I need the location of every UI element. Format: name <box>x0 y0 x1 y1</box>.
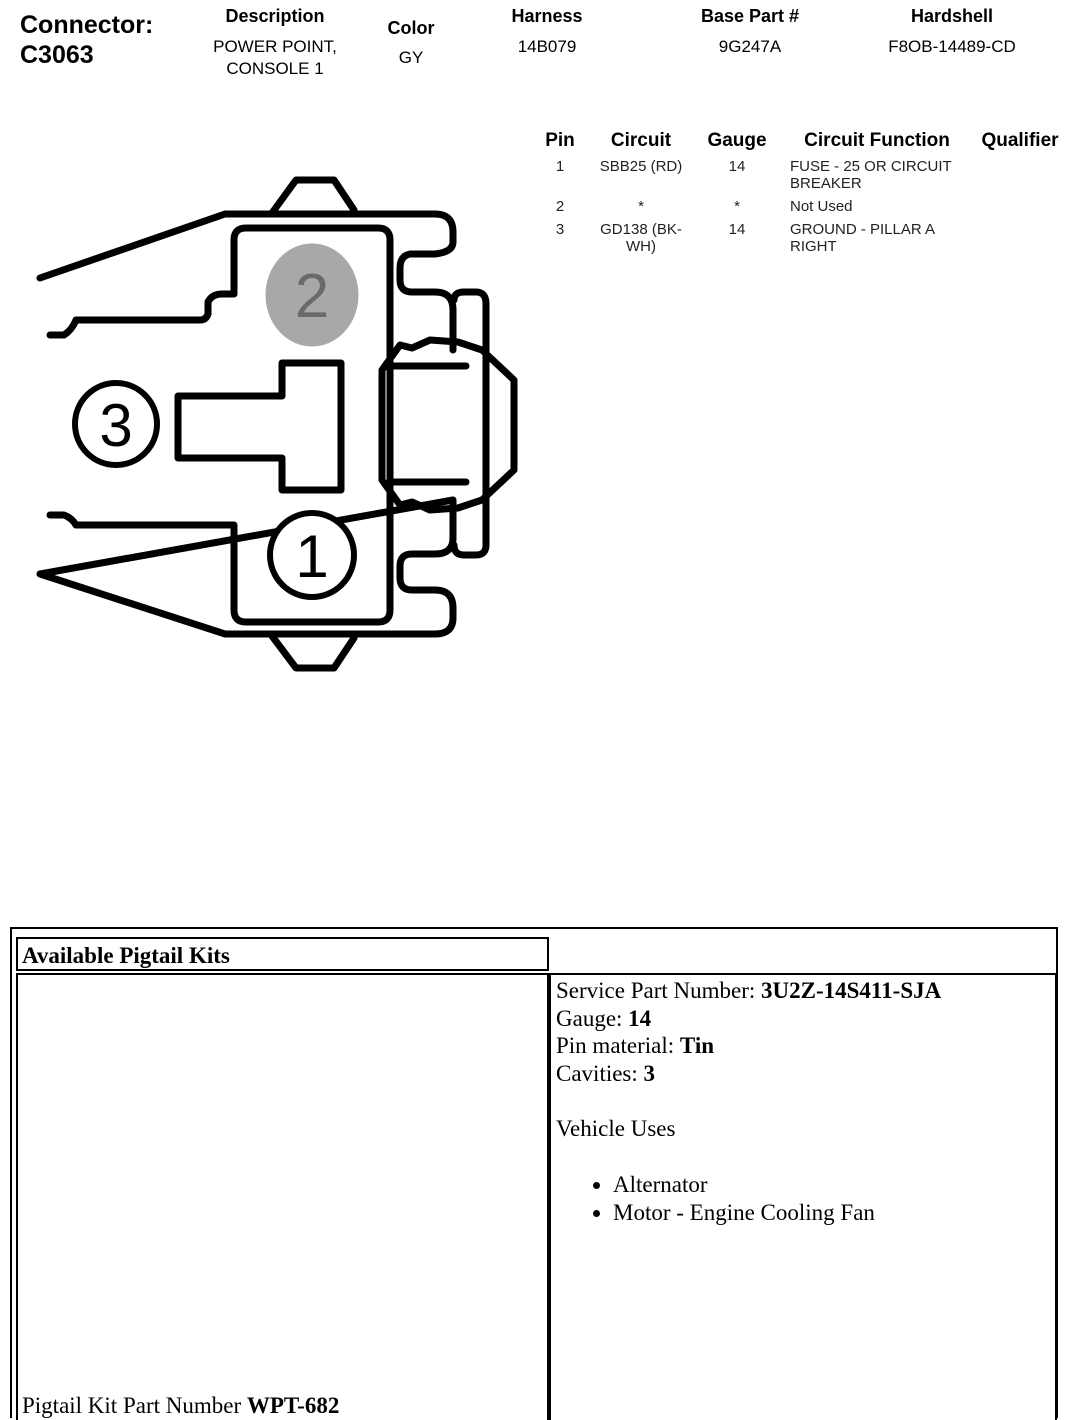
bottom-latch <box>272 636 354 668</box>
row-circuit: * <box>638 198 644 215</box>
service-part-label: Service Part Number: <box>556 978 756 1003</box>
pin-table <box>534 130 1064 261</box>
pin-material-line <box>556 1032 714 1060</box>
list-item: • Motor - Engine Cooling Fan <box>613 1199 875 1227</box>
right-latch-inner <box>394 366 466 482</box>
row-circuit: SBB25 (RD) <box>599 158 683 175</box>
row-gauge: 14 <box>728 158 746 175</box>
pin-cavity-1 <box>270 513 354 597</box>
row-function: Not Used <box>790 198 853 215</box>
pin-cavity-2 <box>266 244 358 346</box>
row-pin: 3 <box>555 221 565 238</box>
list-item: • Alternator <box>613 1171 875 1199</box>
pin-1-label: 1 <box>295 523 329 590</box>
kit-part-value: WPT-682 <box>246 1393 340 1418</box>
color-label: Color <box>387 18 435 38</box>
row-gauge: * <box>734 198 740 215</box>
row-qualifier <box>976 198 1064 221</box>
description-value <box>180 36 370 80</box>
vehicle-uses-list <box>591 1171 875 1227</box>
table-row <box>534 198 1064 221</box>
center-key <box>178 363 341 490</box>
row-circuit: GD138 (BK-WH) <box>600 221 682 255</box>
top-latch <box>272 180 354 213</box>
pigtail-title: Available Pigtail Kits <box>22 943 230 968</box>
cavities-label: Cavities: <box>556 1061 638 1086</box>
header-circuit-function: Circuit Function <box>804 130 950 151</box>
table-row <box>534 158 1064 198</box>
harness-value: 14B079 <box>517 37 577 56</box>
description-label: Description <box>225 6 325 26</box>
connector-face-diagram <box>20 170 520 680</box>
pin-3-label: 3 <box>99 392 133 459</box>
description-line-2: CONSOLE 1 <box>226 59 324 78</box>
hardshell-label: Hardshell <box>910 6 994 26</box>
base-part-value: 9G247A <box>718 37 782 56</box>
row-function: GROUND - PILLAR A RIGHT <box>790 221 935 255</box>
color-value: GY <box>398 48 424 67</box>
row-function: FUSE - 25 OR CIRCUIT BREAKER <box>790 158 952 192</box>
pin-table-header-row <box>534 130 1064 158</box>
connector-label: Connector: <box>20 11 154 39</box>
cavities-value: 3 <box>643 1061 656 1086</box>
pin-cavity-3 <box>75 383 157 465</box>
base-part-label: Base Part # <box>700 6 800 26</box>
cavities-line <box>556 1060 655 1088</box>
pin-material-value: Tin <box>679 1033 715 1058</box>
table-row <box>534 221 1064 261</box>
hardshell-value: F8OB-14489-CD <box>888 37 1016 56</box>
pigtail-kits-panel <box>10 927 1058 1418</box>
pigtail-image-cell <box>16 973 549 1420</box>
harness-label: Harness <box>511 6 583 26</box>
pin-2-label: 2 <box>294 262 330 331</box>
row-pin: 2 <box>555 198 565 215</box>
header-pin: Pin <box>545 130 575 151</box>
pigtail-info-cell <box>549 973 1057 1420</box>
right-latch-outer <box>454 292 486 555</box>
pigtail-kit-part <box>22 1392 339 1420</box>
row-gauge: 14 <box>728 221 746 238</box>
connector-id: C3063 <box>20 41 94 69</box>
description-line-1: POWER POINT, <box>213 37 337 56</box>
row-pin: 1 <box>555 158 565 175</box>
connector-title <box>20 10 153 70</box>
kit-part-label: Pigtail Kit Part Number <box>22 1393 242 1418</box>
gauge-line <box>556 1005 651 1033</box>
vehicle-uses-label: Vehicle Uses <box>556 1116 676 1141</box>
service-part-line <box>556 977 941 1005</box>
header-circuit: Circuit <box>610 130 672 151</box>
gauge-label: Gauge: <box>556 1006 623 1031</box>
header-gauge: Gauge <box>707 130 767 151</box>
service-part-value: 3U2Z-14S411-SJA <box>761 978 942 1003</box>
row-qualifier <box>976 221 1064 261</box>
pin-material-label: Pin material: <box>556 1033 675 1058</box>
row-qualifier <box>976 158 1064 198</box>
gauge-value: 14 <box>628 1006 652 1031</box>
pigtail-title-cell <box>16 937 549 971</box>
header-qualifier: Qualifier <box>981 130 1059 151</box>
